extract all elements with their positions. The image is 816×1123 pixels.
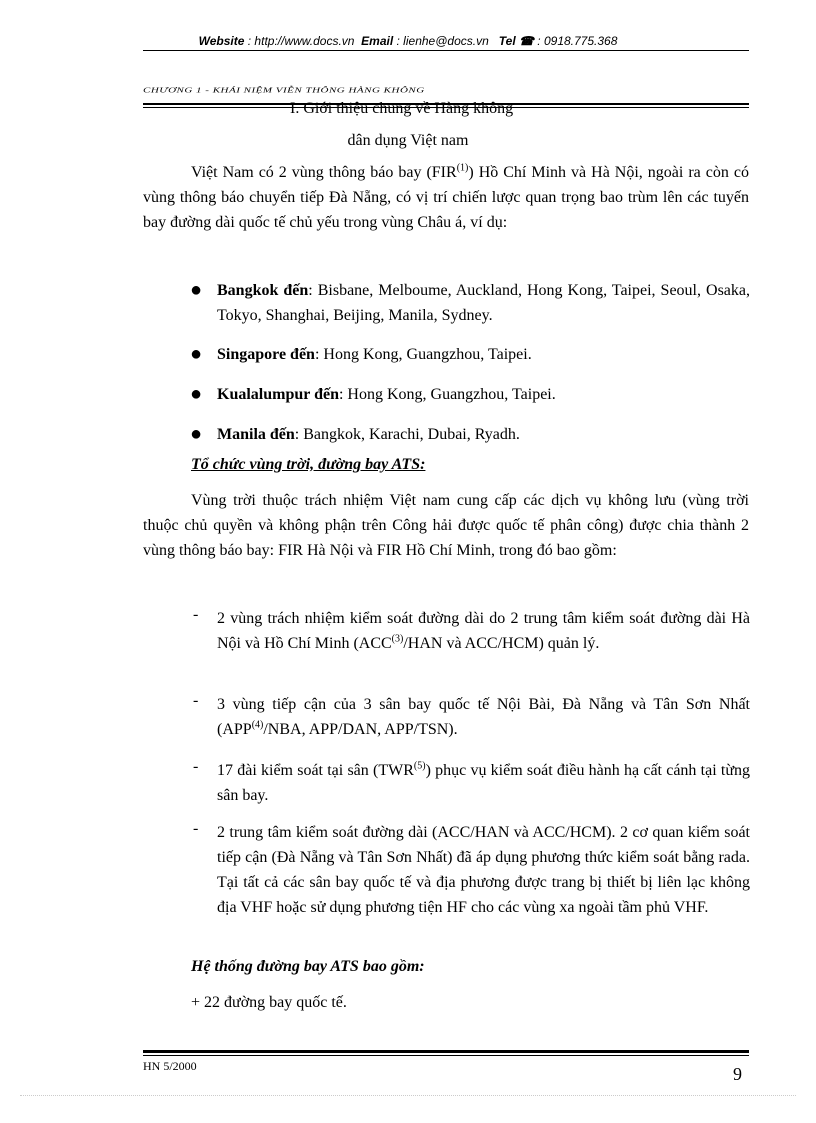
page-number: 9 (733, 1064, 742, 1084)
list-item (190, 382, 750, 407)
footnote-ref: (1) (456, 162, 469, 174)
dash-icon: - (193, 758, 199, 775)
list-item (190, 278, 750, 328)
tel-label: Tel ☎ (498, 34, 534, 48)
item-text-a: 2 vùng trách nhiệm kiểm soát đường dài do 2 trung tâm kiểm soát đường dài Hà Nội và Hồ Chí Minh (ACC (217, 610, 750, 652)
website-label: Website (198, 34, 245, 48)
route-destinations: : Bisbane, Melboume, Auckland, Hong Kong, Taipei, Seoul, Osaka, Tokyo, Shanghai, Beijing, Manila, Sydney. (217, 282, 750, 324)
route-destinations: : Hong Kong, Guangzhou, Taipei. (314, 346, 532, 363)
section-title-line1: I. Giới thiệu chung về Hàng không (290, 100, 514, 117)
bullet-icon: ● (190, 383, 203, 405)
item-text-b: /NBA, APP/DAN, APP/TSN). (263, 721, 458, 738)
footnote-ref: (4) (251, 719, 264, 731)
intro-text-a: Việt Nam có 2 vùng thông báo bay (FIR (191, 164, 457, 181)
routes-count-line: + 22 đường bay quốc tế. (191, 994, 347, 1011)
footer-rule-thick (143, 1050, 749, 1053)
tel-value: : 0918.775.368 (537, 34, 618, 48)
footnote-ref: (3) (391, 633, 404, 645)
intro-paragraph (143, 160, 749, 235)
section-heading-airspace: Tổ chức vùng trời, đường bay ATS: (191, 456, 426, 473)
list-item (193, 692, 750, 742)
list-item (193, 606, 750, 656)
dash-icon: - (193, 692, 199, 709)
item-text-b: /HAN và ACC/HCM) quản lý. (403, 635, 600, 652)
email-label: Email (361, 34, 394, 48)
email-value: : lienhe@docs.vn (396, 34, 489, 48)
list-item (190, 422, 750, 447)
route-destinations: : Hong Kong, Guangzhou, Taipei. (338, 386, 556, 403)
footer-date: HN 5/2000 (143, 1059, 197, 1073)
route-destinations: : Bangkok, Karachi, Dubai, Ryadh. (294, 426, 520, 443)
intro-text-b: ) Hồ Chí Minh và Hà Nội, ngoài ra còn có vùng thông báo chuyển tiếp Đà Nẵng, có vị trí chiến lược quan trọng bao trùm lên các tuyến bay đường dài quốc tế chủ yếu trong vùng Châu á, ví dụ: (143, 164, 749, 231)
item-text-a: 17 đài kiểm soát tại sân (TWR (217, 762, 414, 779)
bullet-icon: ● (190, 423, 203, 445)
item-text-a: 2 trung tâm kiểm soát đường dài (ACC/HAN và ACC/HCM). 2 cơ quan kiểm soát tiếp cận (Đà Nẵng và Tân Sơn Nhất) đã áp dụng phương thức kiểm soát bằng rada. Tại tất cả các sân bay quốc tế và địa phương được trang bị thiết bị liên lạc không địa VHF hoặc sử dụng phương tiện HF cho các vùng xa ngoài tầm phủ VHF. (217, 824, 750, 916)
page-edge-dots (20, 1095, 796, 1096)
route-origin: Manila đến (217, 426, 295, 443)
footer-rule-thin (143, 1055, 749, 1056)
section-title-line2: dân dụng Việt nam (347, 132, 469, 149)
route-origin: Singapore đến (217, 346, 315, 363)
item-text-a: 3 vùng tiếp cận của 3 sân bay quốc tế Nội Bài, Đà Nẵng và Tân Sơn Nhất (APP (217, 696, 750, 738)
page-header (0, 34, 816, 48)
item-text-b: ) phục vụ kiểm soát điều hành hạ cất cánh tại từng sân bay. (217, 762, 750, 804)
header-rule (143, 50, 749, 51)
footnote-ref: (5) (413, 760, 426, 772)
dash-icon: - (193, 820, 199, 837)
airspace-paragraph: Vùng trời thuộc trách nhiệm Việt nam cung cấp các dịch vụ không lưu (vùng trời thuộc chủ quyền và không phận trên Công hải được quốc tế phân công) được chia thành 2 vùng thông báo bay: FIR Hà Nội và FIR Hồ Chí Minh, trong đó bao gồm: (143, 492, 749, 559)
bullet-icon: ● (190, 343, 203, 365)
route-origin: Bangkok đến (217, 282, 309, 299)
route-origin: Kualalumpur đến (217, 386, 339, 403)
list-item (190, 342, 750, 367)
list-item (193, 758, 750, 808)
dash-icon: - (193, 606, 199, 623)
section-heading-routes: Hệ thống đường bay ATS bao gồm: (191, 958, 425, 975)
bullet-icon: ● (190, 279, 203, 301)
chapter-title: CHƯƠNG 1 - KHÁI NIỆM VIỄN THÔNG HÀNG KHÔNG (143, 86, 425, 95)
website-value: : http://www.docs.vn (247, 34, 355, 48)
list-item (193, 820, 750, 920)
